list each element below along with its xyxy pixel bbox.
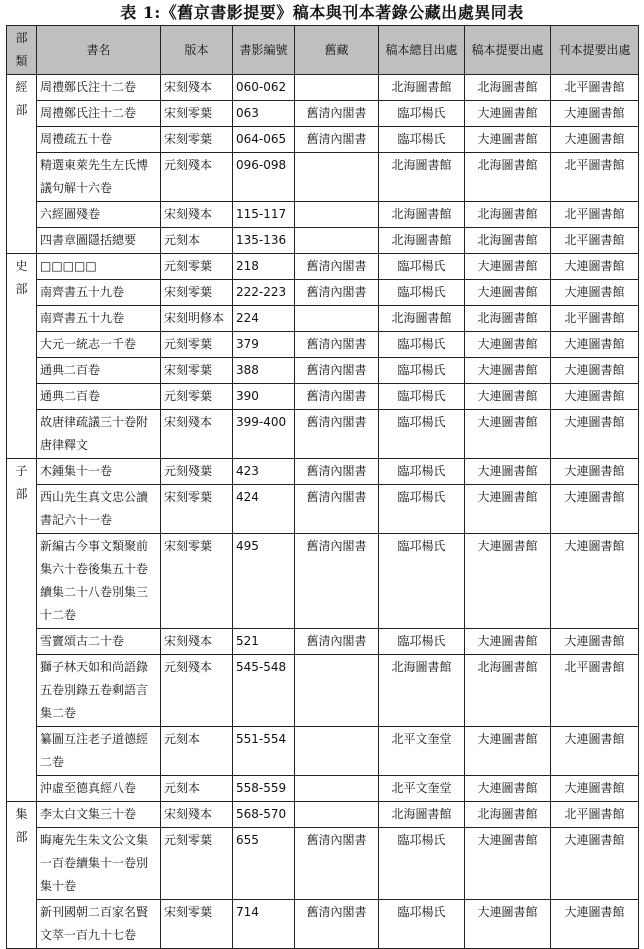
header-edition: 版本 (161, 26, 233, 75)
printed-abstract-cell: 大連圖書館 (551, 358, 639, 384)
draft-catalog-cell: 臨邛楊氏 (379, 127, 465, 153)
table-row (7, 358, 639, 384)
draft-abstract-cell: 大連圖書館 (465, 101, 551, 127)
draft-abstract-cell: 大連圖書館 (465, 410, 551, 459)
table-body (7, 75, 639, 949)
former-collection-cell: 舊清內閣書 (295, 485, 379, 534)
former-collection-cell: 舊清內閣書 (295, 900, 379, 949)
image-number-cell: 558-559 (233, 776, 295, 802)
book-title-cell: 周禮鄭氏注十二卷 (37, 75, 161, 101)
book-title-cell: 精選東萊先生左氏博議句解十六卷 (37, 153, 161, 202)
printed-abstract-cell: 大連圖書館 (551, 127, 639, 153)
draft-catalog-cell: 臨邛楊氏 (379, 459, 465, 485)
draft-catalog-cell: 臨邛楊氏 (379, 101, 465, 127)
former-collection-cell (295, 727, 379, 776)
header-row (7, 26, 639, 75)
image-number-cell: 063 (233, 101, 295, 127)
printed-abstract-cell: 大連圖書館 (551, 384, 639, 410)
edition-cell: 元刻殘本 (161, 655, 233, 727)
book-title-cell: 纂圖互注老子道德經二卷 (37, 727, 161, 776)
category-label: 集部 (15, 807, 28, 844)
draft-abstract-cell: 大連圖書館 (465, 485, 551, 534)
book-title-cell: 周禮鄭氏注十二卷 (37, 101, 161, 127)
draft-catalog-cell: 臨邛楊氏 (379, 629, 465, 655)
printed-abstract-cell: 北平圖書館 (551, 75, 639, 101)
image-number-cell: 388 (233, 358, 295, 384)
former-collection-cell: 舊清內閣書 (295, 101, 379, 127)
draft-abstract-cell: 大連圖書館 (465, 254, 551, 280)
draft-abstract-cell: 北海圖書館 (465, 306, 551, 332)
printed-abstract-cell: 大連圖書館 (551, 629, 639, 655)
category-label: 子部 (15, 464, 28, 501)
edition-cell: 元刻零葉 (161, 254, 233, 280)
book-title-cell: 李太白文集三十卷 (37, 802, 161, 828)
draft-catalog-cell: 北海圖書館 (379, 202, 465, 228)
image-number-cell: 096-098 (233, 153, 295, 202)
former-collection-cell: 舊清內閣書 (295, 410, 379, 459)
draft-abstract-cell: 大連圖書館 (465, 459, 551, 485)
printed-abstract-cell: 北平圖書館 (551, 802, 639, 828)
printed-abstract-cell: 大連圖書館 (551, 900, 639, 949)
former-collection-cell (295, 306, 379, 332)
table-row (7, 655, 639, 727)
edition-cell: 宋刻殘本 (161, 75, 233, 101)
book-title-cell: 晦庵先生朱文公文集一百卷續集十一卷別集十卷 (37, 828, 161, 900)
book-title-cell: □□□□□ (37, 254, 161, 280)
draft-abstract-cell: 大連圖書館 (465, 358, 551, 384)
edition-cell: 元刻零葉 (161, 332, 233, 358)
edition-cell: 元刻零葉 (161, 384, 233, 410)
draft-catalog-cell: 臨邛楊氏 (379, 900, 465, 949)
image-number-cell: 060-062 (233, 75, 295, 101)
draft-catalog-cell: 北海圖書館 (379, 802, 465, 828)
image-number-cell: 545-548 (233, 655, 295, 727)
image-number-cell: 135-136 (233, 228, 295, 254)
book-title-cell: 雪竇頌古二十卷 (37, 629, 161, 655)
printed-abstract-cell: 大連圖書館 (551, 459, 639, 485)
table-row (7, 459, 639, 485)
image-number-cell: 655 (233, 828, 295, 900)
category-cell (7, 802, 37, 949)
book-title-cell: 沖虛至德真經八卷 (37, 776, 161, 802)
draft-catalog-cell: 北海圖書館 (379, 153, 465, 202)
edition-cell: 宋刻零葉 (161, 101, 233, 127)
book-title-cell: 周禮疏五十卷 (37, 127, 161, 153)
image-number-cell: 379 (233, 332, 295, 358)
table-row (7, 534, 639, 629)
table-row (7, 485, 639, 534)
image-number-cell: 390 (233, 384, 295, 410)
draft-catalog-cell: 臨邛楊氏 (379, 828, 465, 900)
category-cell (7, 254, 37, 459)
draft-catalog-cell: 臨邛楊氏 (379, 332, 465, 358)
header-former-collection: 舊藏 (295, 26, 379, 75)
table-row (7, 254, 639, 280)
former-collection-cell (295, 75, 379, 101)
former-collection-cell: 舊清內閣書 (295, 127, 379, 153)
draft-abstract-cell: 北海圖書館 (465, 75, 551, 101)
printed-abstract-cell: 北平圖書館 (551, 202, 639, 228)
book-title-cell: 西山先生真文忠公讀書記六十一卷 (37, 485, 161, 534)
table-row (7, 153, 639, 202)
former-collection-cell: 舊清內閣書 (295, 828, 379, 900)
book-title-cell: 獅子林天如和尚語錄五卷別錄五卷剩語言集二卷 (37, 655, 161, 727)
table-row (7, 280, 639, 306)
category-label: 史部 (15, 259, 28, 296)
book-title-cell: 新刊國朝二百家名賢文萃一百九十七卷 (37, 900, 161, 949)
former-collection-cell: 舊清內閣書 (295, 332, 379, 358)
draft-catalog-cell: 臨邛楊氏 (379, 254, 465, 280)
edition-cell: 宋刻明修本 (161, 306, 233, 332)
table-row (7, 101, 639, 127)
header-title: 書名 (37, 26, 161, 75)
edition-cell: 宋刻零葉 (161, 534, 233, 629)
table-row (7, 629, 639, 655)
table-row (7, 828, 639, 900)
comparison-table (6, 25, 639, 949)
table-row (7, 776, 639, 802)
printed-abstract-cell: 大連圖書館 (551, 534, 639, 629)
printed-abstract-cell: 北平圖書館 (551, 153, 639, 202)
draft-abstract-cell: 北海圖書館 (465, 153, 551, 202)
image-number-cell: 115-117 (233, 202, 295, 228)
table-row (7, 332, 639, 358)
edition-cell: 宋刻零葉 (161, 127, 233, 153)
edition-cell: 元刻殘葉 (161, 459, 233, 485)
edition-cell: 宋刻零葉 (161, 900, 233, 949)
draft-catalog-cell: 臨邛楊氏 (379, 485, 465, 534)
draft-abstract-cell: 大連圖書館 (465, 900, 551, 949)
draft-catalog-cell: 北平文奎堂 (379, 776, 465, 802)
edition-cell: 宋刻零葉 (161, 485, 233, 534)
book-title-cell: 新編古今事文類聚前集六十卷後集五十卷續集二十八卷別集三十二卷 (37, 534, 161, 629)
draft-abstract-cell: 北海圖書館 (465, 228, 551, 254)
edition-cell: 宋刻零葉 (161, 358, 233, 384)
former-collection-cell (295, 228, 379, 254)
former-collection-cell: 舊清內閣書 (295, 280, 379, 306)
former-collection-cell (295, 802, 379, 828)
table-row (7, 228, 639, 254)
draft-catalog-cell: 北平文奎堂 (379, 727, 465, 776)
draft-abstract-cell: 大連圖書館 (465, 332, 551, 358)
edition-cell: 宋刻零葉 (161, 280, 233, 306)
printed-abstract-cell: 北平圖書館 (551, 655, 639, 727)
image-number-cell: 224 (233, 306, 295, 332)
table-row (7, 802, 639, 828)
edition-cell: 宋刻殘本 (161, 410, 233, 459)
draft-catalog-cell: 臨邛楊氏 (379, 384, 465, 410)
printed-abstract-cell: 大連圖書館 (551, 254, 639, 280)
former-collection-cell: 舊清內閣書 (295, 384, 379, 410)
book-title-cell: 六經圖殘卷 (37, 202, 161, 228)
draft-abstract-cell: 大連圖書館 (465, 534, 551, 629)
former-collection-cell (295, 153, 379, 202)
book-title-cell: 大元一統志一千卷 (37, 332, 161, 358)
former-collection-cell: 舊清內閣書 (295, 254, 379, 280)
printed-abstract-cell: 大連圖書館 (551, 101, 639, 127)
image-number-cell: 551-554 (233, 727, 295, 776)
printed-abstract-cell: 大連圖書館 (551, 332, 639, 358)
edition-cell: 元刻本 (161, 727, 233, 776)
header-draft-abstract-source: 稿本提要出處 (465, 26, 551, 75)
table-row (7, 384, 639, 410)
image-number-cell: 714 (233, 900, 295, 949)
former-collection-cell (295, 655, 379, 727)
table-caption: 表 1:《舊京書影提要》稿本與刊本著錄公藏出處異同表 (120, 3, 524, 22)
table-row (7, 306, 639, 332)
header-printed-abstract-source: 刊本提要出處 (551, 26, 639, 75)
edition-cell: 宋刻殘本 (161, 802, 233, 828)
draft-abstract-cell: 北海圖書館 (465, 802, 551, 828)
draft-catalog-cell: 臨邛楊氏 (379, 280, 465, 306)
header-image-number: 書影編號 (233, 26, 295, 75)
book-title-cell: 通典二百卷 (37, 384, 161, 410)
image-number-cell: 222-223 (233, 280, 295, 306)
former-collection-cell: 舊清內閣書 (295, 358, 379, 384)
table-row (7, 75, 639, 101)
draft-abstract-cell: 北海圖書館 (465, 202, 551, 228)
book-title-cell: 木鍾集十一卷 (37, 459, 161, 485)
category-cell (7, 459, 37, 802)
edition-cell: 元刻零葉 (161, 828, 233, 900)
draft-catalog-cell: 北海圖書館 (379, 655, 465, 727)
draft-abstract-cell: 大連圖書館 (465, 127, 551, 153)
image-number-cell: 521 (233, 629, 295, 655)
printed-abstract-cell: 大連圖書館 (551, 485, 639, 534)
printed-abstract-cell: 北平圖書館 (551, 228, 639, 254)
table-row (7, 727, 639, 776)
table-row (7, 410, 639, 459)
image-number-cell: 218 (233, 254, 295, 280)
former-collection-cell: 舊清內閣書 (295, 629, 379, 655)
image-number-cell: 568-570 (233, 802, 295, 828)
edition-cell: 元刻本 (161, 228, 233, 254)
draft-abstract-cell: 大連圖書館 (465, 280, 551, 306)
book-title-cell: 南齊書五十九卷 (37, 280, 161, 306)
draft-catalog-cell: 臨邛楊氏 (379, 358, 465, 384)
draft-abstract-cell: 大連圖書館 (465, 384, 551, 410)
printed-abstract-cell: 大連圖書館 (551, 280, 639, 306)
category-label: 經部 (15, 80, 28, 117)
table-row (7, 202, 639, 228)
draft-catalog-cell: 臨邛楊氏 (379, 534, 465, 629)
draft-catalog-cell: 北海圖書館 (379, 306, 465, 332)
draft-catalog-cell: 臨邛楊氏 (379, 410, 465, 459)
printed-abstract-cell: 大連圖書館 (551, 776, 639, 802)
draft-abstract-cell: 大連圖書館 (465, 828, 551, 900)
header-category: 部類 (7, 26, 37, 75)
draft-abstract-cell: 大連圖書館 (465, 727, 551, 776)
book-title-cell: 四書章圖隱括總要 (37, 228, 161, 254)
book-title-cell: 通典二百卷 (37, 358, 161, 384)
image-number-cell: 423 (233, 459, 295, 485)
draft-catalog-cell: 北海圖書館 (379, 75, 465, 101)
printed-abstract-cell: 北平圖書館 (551, 306, 639, 332)
draft-abstract-cell: 北海圖書館 (465, 655, 551, 727)
table-row (7, 127, 639, 153)
edition-cell: 元刻殘本 (161, 153, 233, 202)
draft-catalog-cell: 北海圖書館 (379, 228, 465, 254)
image-number-cell: 064-065 (233, 127, 295, 153)
header-draft-catalog-source: 稿本總目出處 (379, 26, 465, 75)
image-number-cell: 399-400 (233, 410, 295, 459)
edition-cell: 宋刻殘本 (161, 629, 233, 655)
former-collection-cell (295, 776, 379, 802)
edition-cell: 宋刻殘本 (161, 202, 233, 228)
draft-abstract-cell: 大連圖書館 (465, 629, 551, 655)
printed-abstract-cell: 大連圖書館 (551, 727, 639, 776)
former-collection-cell: 舊清內閣書 (295, 459, 379, 485)
printed-abstract-cell: 大連圖書館 (551, 828, 639, 900)
table-row (7, 900, 639, 949)
category-cell (7, 75, 37, 254)
book-title-cell: 南齊書五十九卷 (37, 306, 161, 332)
book-title-cell: 故唐律疏議三十卷附唐律釋文 (37, 410, 161, 459)
former-collection-cell: 舊清內閣書 (295, 534, 379, 629)
former-collection-cell (295, 202, 379, 228)
printed-abstract-cell: 大連圖書館 (551, 410, 639, 459)
edition-cell: 元刻本 (161, 776, 233, 802)
image-number-cell: 424 (233, 485, 295, 534)
draft-abstract-cell: 大連圖書館 (465, 776, 551, 802)
image-number-cell: 495 (233, 534, 295, 629)
